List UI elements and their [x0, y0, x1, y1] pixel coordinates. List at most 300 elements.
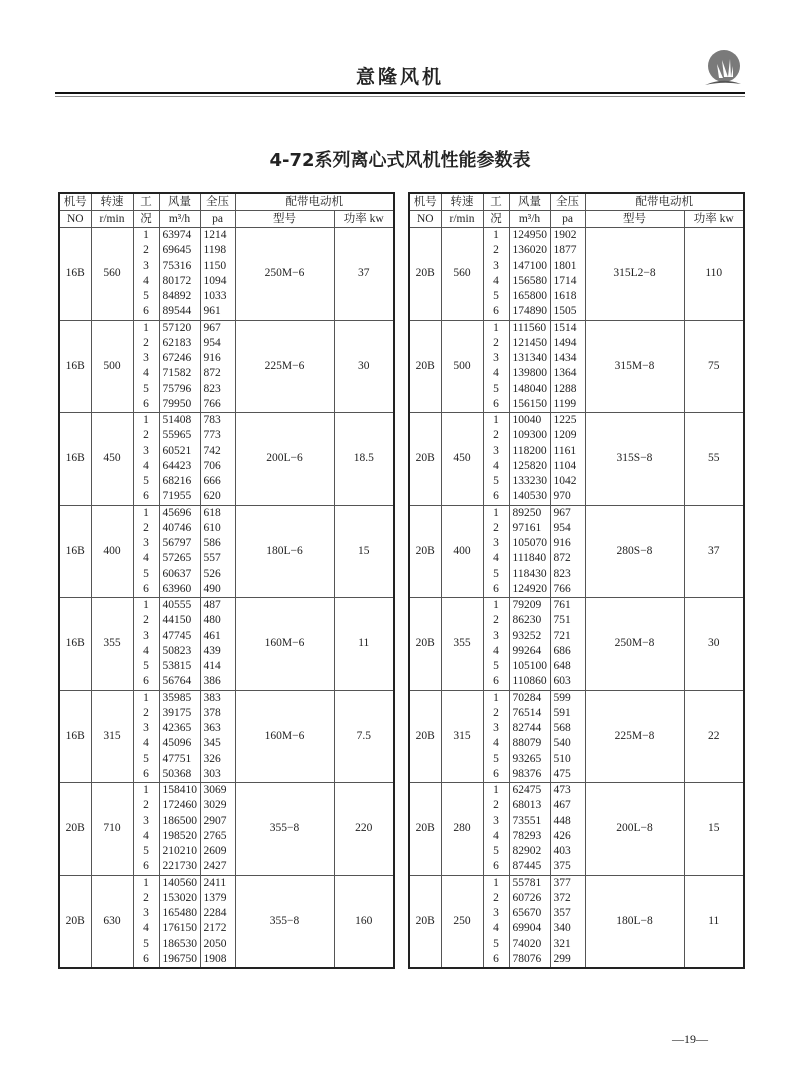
flow-value: 105100: [509, 659, 550, 674]
motor-model: 315S−8: [585, 413, 684, 506]
speed-value: 355: [91, 598, 133, 691]
case-number: 1: [133, 598, 159, 614]
col-pressure-sub-header: pa: [200, 211, 235, 228]
case-number: 6: [133, 397, 159, 413]
pressure-value: 2050: [200, 937, 235, 952]
fan-number: 20B: [409, 783, 441, 876]
case-number: 6: [483, 952, 509, 968]
flow-value: 165800: [509, 289, 550, 304]
flow-value: 69645: [159, 243, 200, 258]
motor-model: 250M−6: [235, 228, 334, 321]
flow-value: 75316: [159, 259, 200, 274]
motor-power: 160: [334, 875, 394, 968]
case-number: 4: [483, 736, 509, 751]
case-number: 4: [133, 274, 159, 289]
flow-value: 121450: [509, 336, 550, 351]
case-number: 5: [483, 474, 509, 489]
case-number: 1: [133, 690, 159, 706]
speed-value: 500: [91, 320, 133, 413]
pressure-value: 1094: [200, 274, 235, 289]
pressure-value: 3069: [200, 783, 235, 799]
fan-number: 20B: [409, 690, 441, 783]
table-row: [409, 413, 744, 429]
case-number: 3: [483, 906, 509, 921]
col-pressure-header: 全压: [550, 193, 585, 211]
flow-value: 57120: [159, 320, 200, 336]
pressure-value: 1198: [200, 243, 235, 258]
pressure-value: 2427: [200, 859, 235, 875]
speed-value: 400: [441, 505, 483, 598]
case-number: 4: [133, 551, 159, 566]
pressure-value: 1288: [550, 382, 585, 397]
case-number: 2: [133, 613, 159, 628]
motor-model: 355−8: [235, 783, 334, 876]
case-number: 4: [483, 644, 509, 659]
case-number: 5: [133, 474, 159, 489]
col-flow-header: 风量: [509, 193, 550, 211]
case-number: 4: [133, 736, 159, 751]
case-number: 3: [133, 536, 159, 551]
flow-value: 118200: [509, 444, 550, 459]
pressure-value: 1494: [550, 336, 585, 351]
speed-value: 560: [441, 228, 483, 321]
case-number: 6: [483, 674, 509, 690]
pressure-value: 599: [550, 690, 585, 706]
flow-value: 156580: [509, 274, 550, 289]
pressure-value: 586: [200, 536, 235, 551]
case-number: 5: [133, 752, 159, 767]
pressure-value: 954: [200, 336, 235, 351]
motor-model: 250M−8: [585, 598, 684, 691]
fan-number: 20B: [409, 413, 441, 506]
pressure-value: 540: [550, 736, 585, 751]
motor-model: 315L2−8: [585, 228, 684, 321]
motor-model: 180L−8: [585, 875, 684, 968]
case-number: 6: [483, 767, 509, 783]
flow-value: 176150: [159, 921, 200, 936]
flow-value: 57265: [159, 551, 200, 566]
flow-value: 124920: [509, 582, 550, 598]
flow-value: 148040: [509, 382, 550, 397]
flow-value: 131340: [509, 351, 550, 366]
flow-value: 118430: [509, 567, 550, 582]
case-number: 1: [483, 505, 509, 521]
page-number: —19—: [672, 1032, 708, 1046]
pressure-value: 345: [200, 736, 235, 751]
flow-value: 68013: [509, 798, 550, 813]
header-row: [409, 193, 744, 211]
table-row: [409, 598, 744, 614]
pressure-value: 603: [550, 674, 585, 690]
pressure-value: 872: [200, 366, 235, 381]
case-number: 4: [483, 829, 509, 844]
pressure-value: 473: [550, 783, 585, 799]
fan-number: 16B: [59, 690, 91, 783]
case-number: 2: [483, 891, 509, 906]
case-number: 6: [133, 859, 159, 875]
motor-model: 280S−8: [585, 505, 684, 598]
table-row: [409, 783, 744, 799]
col-case-header: 工: [483, 193, 509, 211]
case-number: 2: [133, 243, 159, 258]
pressure-value: 487: [200, 598, 235, 614]
pressure-value: 961: [200, 304, 235, 320]
col-speed-sub-header: r/min: [91, 211, 133, 228]
case-number: 5: [483, 659, 509, 674]
flow-value: 172460: [159, 798, 200, 813]
pressure-value: 557: [200, 551, 235, 566]
table-row: [59, 690, 394, 706]
pressure-value: 372: [550, 891, 585, 906]
col-no-header: 机号: [409, 193, 441, 211]
flow-value: 44150: [159, 613, 200, 628]
case-number: 1: [483, 690, 509, 706]
col-case-sub-header: 况: [483, 211, 509, 228]
pressure-value: 1714: [550, 274, 585, 289]
col-flow-header: 风量: [159, 193, 200, 211]
motor-power: 110: [684, 228, 744, 321]
flow-value: 139800: [509, 366, 550, 381]
pressure-value: 2765: [200, 829, 235, 844]
case-number: 3: [133, 906, 159, 921]
motor-power: 220: [334, 783, 394, 876]
flow-value: 140530: [509, 489, 550, 505]
case-number: 4: [133, 366, 159, 381]
flow-value: 93265: [509, 752, 550, 767]
case-number: 5: [483, 937, 509, 952]
flow-value: 82902: [509, 844, 550, 859]
table-row: [409, 320, 744, 336]
pressure-value: 414: [200, 659, 235, 674]
case-number: 3: [483, 351, 509, 366]
flow-value: 124950: [509, 228, 550, 244]
case-number: 5: [133, 937, 159, 952]
case-number: 5: [483, 844, 509, 859]
flow-value: 63960: [159, 582, 200, 598]
pressure-value: 1150: [200, 259, 235, 274]
case-number: 5: [483, 567, 509, 582]
col-power-header: 功率 kw: [684, 211, 744, 228]
pressure-value: 1161: [550, 444, 585, 459]
flow-value: 45696: [159, 505, 200, 521]
flow-value: 60637: [159, 567, 200, 582]
subheader-row: [59, 211, 394, 228]
pressure-value: 383: [200, 690, 235, 706]
speed-value: 250: [441, 875, 483, 968]
pressure-value: 426: [550, 829, 585, 844]
pressure-value: 591: [550, 706, 585, 721]
pressure-value: 967: [550, 505, 585, 521]
flow-value: 221730: [159, 859, 200, 875]
case-number: 4: [133, 459, 159, 474]
flow-value: 88079: [509, 736, 550, 751]
motor-model: 200L−6: [235, 413, 334, 506]
col-case-sub-header: 况: [133, 211, 159, 228]
table-row: [59, 598, 394, 614]
flow-value: 55781: [509, 875, 550, 891]
table-row: [59, 413, 394, 429]
flow-value: 60521: [159, 444, 200, 459]
case-number: 5: [133, 289, 159, 304]
pressure-value: 666: [200, 474, 235, 489]
case-number: 2: [133, 891, 159, 906]
flow-value: 71582: [159, 366, 200, 381]
case-number: 3: [483, 814, 509, 829]
flow-value: 40555: [159, 598, 200, 614]
case-number: 1: [483, 413, 509, 429]
pressure-value: 823: [200, 382, 235, 397]
flow-value: 76514: [509, 706, 550, 721]
flow-value: 47751: [159, 752, 200, 767]
motor-model: 225M−8: [585, 690, 684, 783]
case-number: 2: [483, 613, 509, 628]
table-row: [409, 875, 744, 891]
case-number: 4: [483, 551, 509, 566]
brand-title: 意隆风机: [355, 66, 444, 88]
case-number: 2: [483, 706, 509, 721]
fan-number: 20B: [409, 320, 441, 413]
flow-value: 110860: [509, 674, 550, 690]
flow-value: 111840: [509, 551, 550, 566]
pressure-value: 610: [200, 521, 235, 536]
speed-value: 450: [441, 413, 483, 506]
table-row: [409, 690, 744, 706]
case-number: 6: [483, 582, 509, 598]
speed-value: 400: [91, 505, 133, 598]
fan-number: 16B: [59, 320, 91, 413]
header-row: [59, 193, 394, 211]
case-number: 3: [133, 351, 159, 366]
pressure-value: 954: [550, 521, 585, 536]
case-number: 3: [483, 259, 509, 274]
pressure-value: 461: [200, 629, 235, 644]
flow-value: 105070: [509, 536, 550, 551]
flow-value: 196750: [159, 952, 200, 968]
case-number: 6: [133, 304, 159, 320]
table-row: [409, 505, 744, 521]
flow-value: 50368: [159, 767, 200, 783]
pressure-value: 1618: [550, 289, 585, 304]
pressure-value: 375: [550, 859, 585, 875]
case-number: 2: [133, 336, 159, 351]
flow-value: 65670: [509, 906, 550, 921]
flow-value: 53815: [159, 659, 200, 674]
fan-number: 16B: [59, 505, 91, 598]
col-speed-header: 转速: [441, 193, 483, 211]
col-case-header: 工: [133, 193, 159, 211]
subheader-row: [409, 211, 744, 228]
case-number: 6: [133, 674, 159, 690]
pressure-value: 916: [550, 536, 585, 551]
pressure-value: 1877: [550, 243, 585, 258]
pressure-value: 773: [200, 428, 235, 443]
pressure-value: 321: [550, 937, 585, 952]
pressure-value: 1214: [200, 228, 235, 244]
motor-power: 15: [684, 783, 744, 876]
case-number: 5: [133, 382, 159, 397]
fan-number: 16B: [59, 598, 91, 691]
pressure-value: 448: [550, 814, 585, 829]
case-number: 3: [133, 444, 159, 459]
pressure-value: 326: [200, 752, 235, 767]
case-number: 6: [483, 859, 509, 875]
case-number: 5: [133, 567, 159, 582]
pressure-value: 766: [200, 397, 235, 413]
pressure-value: 510: [550, 752, 585, 767]
col-speed-sub-header: r/min: [441, 211, 483, 228]
flow-value: 63974: [159, 228, 200, 244]
motor-model: 315M−8: [585, 320, 684, 413]
pressure-value: 1104: [550, 459, 585, 474]
case-number: 3: [483, 629, 509, 644]
pressure-value: 2411: [200, 875, 235, 891]
motor-power: 75: [684, 320, 744, 413]
case-number: 4: [133, 644, 159, 659]
pressure-value: 475: [550, 767, 585, 783]
pressure-value: 526: [200, 567, 235, 582]
case-number: 1: [133, 413, 159, 429]
pressure-value: 751: [550, 613, 585, 628]
flow-value: 97161: [509, 521, 550, 536]
speed-value: 315: [441, 690, 483, 783]
motor-model: 225M−6: [235, 320, 334, 413]
flow-value: 93252: [509, 629, 550, 644]
pressure-value: 618: [200, 505, 235, 521]
flow-value: 67246: [159, 351, 200, 366]
flow-value: 71955: [159, 489, 200, 505]
pressure-value: 303: [200, 767, 235, 783]
pressure-value: 1225: [550, 413, 585, 429]
flow-value: 174890: [509, 304, 550, 320]
flow-value: 111560: [509, 320, 550, 336]
flow-value: 89250: [509, 505, 550, 521]
case-number: 5: [483, 382, 509, 397]
speed-value: 280: [441, 783, 483, 876]
flow-value: 74020: [509, 937, 550, 952]
pressure-value: 467: [550, 798, 585, 813]
pressure-value: 2609: [200, 844, 235, 859]
motor-power: 11: [684, 875, 744, 968]
flow-value: 87445: [509, 859, 550, 875]
case-number: 3: [133, 629, 159, 644]
col-no-sub-header: NO: [59, 211, 91, 228]
flow-value: 86230: [509, 613, 550, 628]
col-no-header: 机号: [59, 193, 91, 211]
page-title: 4-72系列离心式风机性能参数表: [269, 150, 531, 171]
case-number: 4: [133, 921, 159, 936]
case-number: 1: [483, 228, 509, 244]
motor-model: 160M−6: [235, 598, 334, 691]
speed-value: 500: [441, 320, 483, 413]
case-number: 4: [483, 459, 509, 474]
col-pressure-header: 全压: [200, 193, 235, 211]
pressure-value: 386: [200, 674, 235, 690]
case-number: 6: [133, 767, 159, 783]
case-number: 2: [483, 428, 509, 443]
flow-value: 125820: [509, 459, 550, 474]
col-motor-header: 配带电动机: [235, 193, 394, 211]
motor-model: 200L−8: [585, 783, 684, 876]
col-motor-header: 配带电动机: [585, 193, 744, 211]
case-number: 6: [133, 952, 159, 968]
speed-value: 450: [91, 413, 133, 506]
case-number: 2: [483, 798, 509, 813]
header-rule-thin: [55, 96, 745, 97]
flow-value: 75796: [159, 382, 200, 397]
pressure-value: 3029: [200, 798, 235, 813]
pressure-value: 299: [550, 952, 585, 968]
case-number: 3: [133, 814, 159, 829]
flow-value: 186530: [159, 937, 200, 952]
case-number: 2: [133, 428, 159, 443]
case-number: 3: [483, 721, 509, 736]
flow-value: 56797: [159, 536, 200, 551]
case-number: 3: [483, 444, 509, 459]
fan-number: 20B: [409, 598, 441, 691]
case-number: 4: [483, 366, 509, 381]
flow-value: 56764: [159, 674, 200, 690]
col-power-header: 功率 kw: [334, 211, 394, 228]
pressure-value: 783: [200, 413, 235, 429]
flow-value: 78076: [509, 952, 550, 968]
flow-value: 136020: [509, 243, 550, 258]
case-number: 5: [133, 659, 159, 674]
flow-value: 158410: [159, 783, 200, 799]
case-number: 3: [483, 536, 509, 551]
fan-number: 20B: [409, 505, 441, 598]
flow-value: 40746: [159, 521, 200, 536]
flow-value: 39175: [159, 706, 200, 721]
motor-model: 180L−6: [235, 505, 334, 598]
case-number: 2: [133, 798, 159, 813]
case-number: 1: [483, 320, 509, 336]
pressure-value: 620: [200, 489, 235, 505]
case-number: 6: [133, 582, 159, 598]
flow-value: 147100: [509, 259, 550, 274]
pressure-value: 340: [550, 921, 585, 936]
flow-value: 64423: [159, 459, 200, 474]
flow-value: 68216: [159, 474, 200, 489]
flow-value: 55965: [159, 428, 200, 443]
flow-value: 198520: [159, 829, 200, 844]
case-number: 5: [133, 844, 159, 859]
performance-table-right: [408, 192, 745, 969]
flow-value: 84892: [159, 289, 200, 304]
flow-value: 156150: [509, 397, 550, 413]
motor-power: 15: [334, 505, 394, 598]
speed-value: 630: [91, 875, 133, 968]
motor-power: 55: [684, 413, 744, 506]
case-number: 6: [483, 397, 509, 413]
flow-value: 140560: [159, 875, 200, 891]
pressure-value: 490: [200, 582, 235, 598]
pressure-value: 761: [550, 598, 585, 614]
pressure-value: 363: [200, 721, 235, 736]
case-number: 4: [483, 274, 509, 289]
pressure-value: 1199: [550, 397, 585, 413]
flow-value: 82744: [509, 721, 550, 736]
pressure-value: 1801: [550, 259, 585, 274]
pressure-value: 970: [550, 489, 585, 505]
flow-value: 165480: [159, 906, 200, 921]
table-row: [59, 320, 394, 336]
case-number: 1: [133, 505, 159, 521]
speed-value: 355: [441, 598, 483, 691]
pressure-value: 377: [550, 875, 585, 891]
motor-power: 18.5: [334, 413, 394, 506]
case-number: 1: [483, 783, 509, 799]
performance-table-left: [58, 192, 395, 969]
